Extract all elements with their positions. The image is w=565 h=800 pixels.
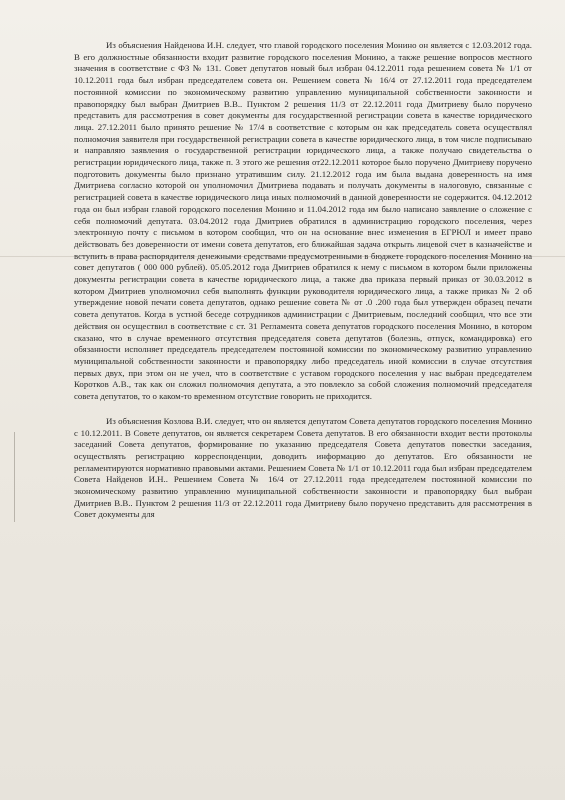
- paragraph-naydenov-explanation: Из объяснения Найденова И.Н. следует, что главой городского поселения Монино он является с 12.03.2012 года. В его должностные обязанности входит развитие городского поселения Монино, а также решение вопросов местного значения в соответствие с ФЗ № 131. Совет депутатов новый был избран 04.12.2011 года решением совета № 1/1 от 10.12.2011 года был избран председателем совета он. Решением совета № 16/4 от 27.12.2011 года председателем постоянной комиссии по экономическому развитию управлению муниципальной собственности законности и правопорядку был выбран Дмитриев В.В.. Пунктом 2 решения 11/3 от 22.12.2011 года Дмитриеву было поручено представить для рассмотрения в совет документы для государственной регистрации совета в качестве юридического лица. 27.12.2011 было принято решение № 17/4 в соответствие с которым он как председатель совета осуществлял полномочия заявителя при государственной регистрации совета в качестве юридического лица, в том числе подписываю и направляю заявления о государственной регистрации юридического лица, а также получаю свидетельства о регистрации юридического лица, также п. 3 этого же решения от22.12.2011 которое было поручено Дмитриеву поручено подготовить документы было признано утратившим силу. 21.12.2012 года им была выдана доверенность на имя Дмитриева согласно которой он уполномочил Дмитриева подавать и получать документы в налоговую, связанные с регистрацией совета в качестве юридического лица иных полномочий в данной доверенности не содержится. 04.12.2012 года он был избран главой городского поселения Монино и 11.04.2012 года им было написано заявление о сложение с себя полномочий депутата. 03.04.2012 года Дмитриев обратился в администрацию городского поселения, через электронную почту с письмом в котором сообщил, что он на основание внес изменения в ЕГРЮЛ и имеет право действовать без доверенности от имени совета депутатов, его ближайшая задача открыть лицевой счет в казначействе и вступить в права распорядителя денежными средствами предусмотренными в бюджете городского поселения Монино на совет депутатов ( 000 000 рублей). 05.05.2012 года Дмитриев обратился к нему с письмом в котором были приложены документы регистрации совета в качестве юридического лица, а также два приказа первый приказ от 30.03.2012 в котором Дмитриев уполномочил себя выполнять функции руководителя юридического лица, а также приказ № 2 об утверждение новой печати совета депутатов, однако решение совета № от .0 .200 года был утвержден образец печати совета депутатов. Когда в устной беседе сотрудников администрации с Дмитриевым, последний сообщил, что все эти действия он осуществил в соответствие с ст. 31 Регламента совета депутатов городского поселения Монино, в котором сказано, что в случае временного отсутствия председателя совета депутатов (болезнь, отпуск, командировка) его обязанности исполняет председатель председателем постоянной комиссии по экономическому развитию управлению муниципальной собственности законности и правопорядку либо председатель иной комиссии в случае отсутствия первых двух, при этом он не учел, что в соответствие с уставом городского поселения у нас выбран председателем Коротков А.В., так как он сложил полномочия депутата, а это повлекло за собой сложения полномочий председателя совета депутатов, то о каком-то временном отсутствие говорить не приходится.: [74, 40, 532, 402]
- paragraph-kozlov-explanation: Из объяснения Козлова В.И. следует, что он является депутатом Совета депутатов городского поселения Монино с 10.12.2011. В Совете депутатов, он является секретарем Совета депутатов. В его обязанности входит вести протоколы заседаний Совета депутатов, формирование по указанию председателя Совета депутатов повестки заседания, осуществлять регистрацию корреспонденции, доводить информацию до депутатов. Его обязанности не регламентируются нормативно правовыми актами. Решением Совета № 1/1 от 10.12.2011 года был избран председателем Совета Найденов И.Н.. Решением Совета № 16/4 от 27.12.2011 года председателем постоянной комиссии по экономическому развитию управлению муниципальной собственности законности и правопорядку был выбран Дмитриев В.В.. Пунктом 2 решения 11/3 от 22.12.2011 года Дмитриеву было поручено представить для рассмотрения в Совет документы для: [74, 415, 532, 520]
- margin-pencil-mark: [14, 432, 20, 522]
- document-body: [74, 40, 532, 521]
